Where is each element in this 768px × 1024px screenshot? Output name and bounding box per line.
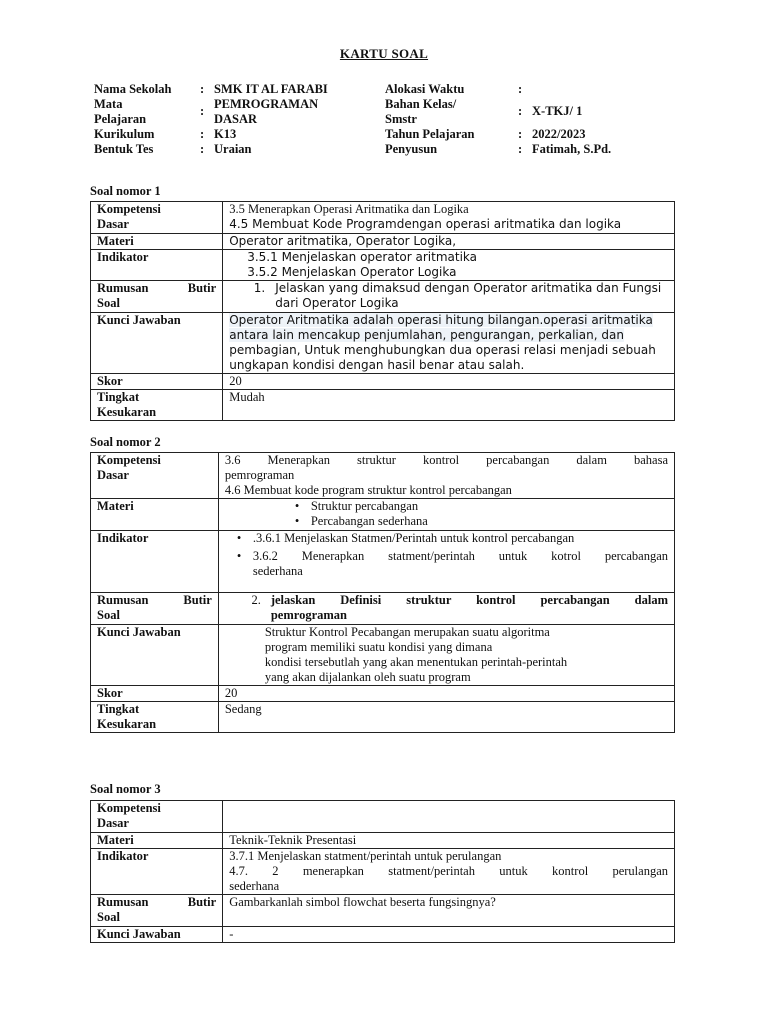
row-kunci <box>91 625 675 686</box>
label-kompetensi: Kompetensi Dasar <box>91 202 223 234</box>
label-rumusan: Rumusan Butir Soal <box>91 593 219 625</box>
label-alokasi: Alokasi Waktu <box>385 82 465 96</box>
label-bahan-kelas: Bahan Kelas/ <box>385 97 457 111</box>
colon: : <box>200 104 205 118</box>
row-rumusan <box>91 895 675 927</box>
value-penyusun: Fatimah, S.Pd. <box>532 142 612 156</box>
label-smstr: Smstr <box>385 112 417 126</box>
value-skor: 20 <box>218 686 674 702</box>
row-kunci <box>91 313 675 374</box>
section-label-soal-3: Soal nomor 3 <box>90 782 161 796</box>
value-kompetensi <box>223 801 675 833</box>
value-kunci: Operator Aritmatika adalah operasi hitung bilangan.operasi aritmatika antara lain mencakup penjumlahan, pengurangan, perkalian, dan pembagian, Untuk menghubungkan dua operasi relasi menjadi sebuah ungkapan kondisi dengan hasil benar atau salah. <box>223 313 675 374</box>
row-kompetensi <box>91 202 675 234</box>
colon: : <box>200 127 205 141</box>
value-kunci: - <box>223 927 675 943</box>
label-rumusan: Rumusan Butir Soal <box>91 281 223 313</box>
label-skor: Skor <box>91 686 219 702</box>
row-tingkat <box>91 702 675 733</box>
label-indikator: Indikator <box>91 531 219 593</box>
value-kompetensi: 3.6 Menerapkan struktur kontrol percabangan dalam bahasa pemrograman 4.6 Membuat kode program struktur kontrol percabangan <box>218 453 674 499</box>
row-skor <box>91 686 675 702</box>
value-tingkat: Mudah <box>223 390 675 421</box>
list-item: • 3.6.2 Menerapkan statment/perintah untuk kotrol percabangan sederhana <box>236 549 668 578</box>
value-skor: 20 <box>223 374 675 390</box>
label-materi: Materi <box>91 499 219 531</box>
label-tahun: Tahun Pelajaran <box>385 127 475 141</box>
list-item: • Struktur percabangan <box>294 499 419 513</box>
row-indikator <box>91 531 675 593</box>
label-materi: Materi <box>91 833 223 849</box>
label-nama-sekolah: Nama Sekolah <box>94 82 172 96</box>
value-tingkat: Sedang <box>218 702 674 733</box>
value-kunci: Struktur Kontrol Pecabangan merupakan suatu algoritma program memiliki suatu kondisi yang dimana kondisi tersebutlah yang akan menentukan perintah-perintah yang akan dijalankan oleh suatu program <box>218 625 674 686</box>
value-kurikulum: K13 <box>214 127 237 141</box>
label-mata: Mata <box>94 97 123 111</box>
value-bahan-kelas: X-TKJ/ 1 <box>532 104 583 118</box>
value-materi: Operator aritmatika, Operator Logika, <box>223 234 675 250</box>
label-rumusan: Rumusan Butir Soal <box>91 895 223 927</box>
row-indikator <box>91 250 675 281</box>
value-indikator <box>218 531 674 593</box>
row-kompetensi <box>91 801 675 833</box>
label-penyusun: Penyusun <box>385 142 438 156</box>
soal-3-table <box>90 800 675 943</box>
value-tahun: 2022/2023 <box>532 127 586 141</box>
label-kompetensi: Kompetensi Dasar <box>91 453 219 499</box>
value-bentuk-tes: Uraian <box>214 142 252 156</box>
colon: : <box>518 82 523 96</box>
list-item: • .3.6.1 Menjelaskan Statmen/Perintah untuk kontrol percabangan <box>236 531 575 545</box>
value-rumusan: 2. jelaskan Definisi struktur kontrol percabangan dalam pemrograman <box>218 593 674 625</box>
colon: : <box>200 142 205 156</box>
page-title: KARTU SOAL <box>339 46 429 61</box>
label-tingkat: Tingkat Kesukaran <box>91 390 223 421</box>
value-indikator: 3.7.1 Menjelaskan statment/perintah untuk perulangan 4.7. 2 menerapkan statment/perintah untuk kontrol perulangan sederhana <box>223 849 675 895</box>
colon: : <box>200 82 205 96</box>
label-pelajaran: Pelajaran <box>94 112 147 126</box>
value-materi <box>218 499 674 531</box>
label-kunci: Kunci Jawaban <box>91 625 219 686</box>
value-nama-sekolah: SMK IT AL FARABI <box>214 82 328 96</box>
colon: : <box>518 142 523 156</box>
value-rumusan: 1. Jelaskan yang dimaksud dengan Operator aritmatika dan Fungsi dari Operator Logika <box>223 281 675 313</box>
label-skor: Skor <box>91 374 223 390</box>
row-skor <box>91 374 675 390</box>
label-indikator: Indikator <box>91 250 223 281</box>
label-bentuk-tes: Bentuk Tes <box>94 142 154 156</box>
colon: : <box>518 127 523 141</box>
soal-1-table <box>90 201 675 421</box>
label-kunci: Kunci Jawaban <box>91 927 223 943</box>
row-materi <box>91 833 675 849</box>
row-materi <box>91 499 675 531</box>
colon: : <box>518 104 523 118</box>
value-materi: Teknik-Teknik Presentasi <box>223 833 675 849</box>
value-indikator: 3.5.1 Menjelaskan operator aritmatika 3.5.2 Menjelaskan Operator Logika <box>223 250 675 281</box>
row-tingkat <box>91 390 675 421</box>
row-kompetensi <box>91 453 675 499</box>
value-kompetensi: 3.5 Menerapkan Operasi Aritmatika dan Logika 4.5 Membuat Kode Programdengan operasi aritmatika dan logika <box>223 202 675 234</box>
label-kunci: Kunci Jawaban <box>91 313 223 374</box>
label-materi: Materi <box>91 234 223 250</box>
list-item: • Percabangan sederhana <box>294 514 428 528</box>
value-mata-2: DASAR <box>214 112 258 126</box>
row-materi <box>91 234 675 250</box>
label-indikator: Indikator <box>91 849 223 895</box>
row-rumusan <box>91 593 675 625</box>
value-mata-1: PEMROGRAMAN <box>214 97 319 111</box>
section-label-soal-1: Soal nomor 1 <box>90 184 161 198</box>
row-indikator <box>91 849 675 895</box>
section-label-soal-2: Soal nomor 2 <box>90 435 161 449</box>
label-tingkat: Tingkat Kesukaran <box>91 702 219 733</box>
soal-2-table <box>90 452 675 733</box>
label-kurikulum: Kurikulum <box>94 127 155 141</box>
label-kompetensi: Kompetensi Dasar <box>91 801 223 833</box>
row-rumusan <box>91 281 675 313</box>
value-rumusan: Gambarkanlah simbol flowchat beserta fungsingnya? <box>223 895 675 927</box>
row-kunci <box>91 927 675 943</box>
